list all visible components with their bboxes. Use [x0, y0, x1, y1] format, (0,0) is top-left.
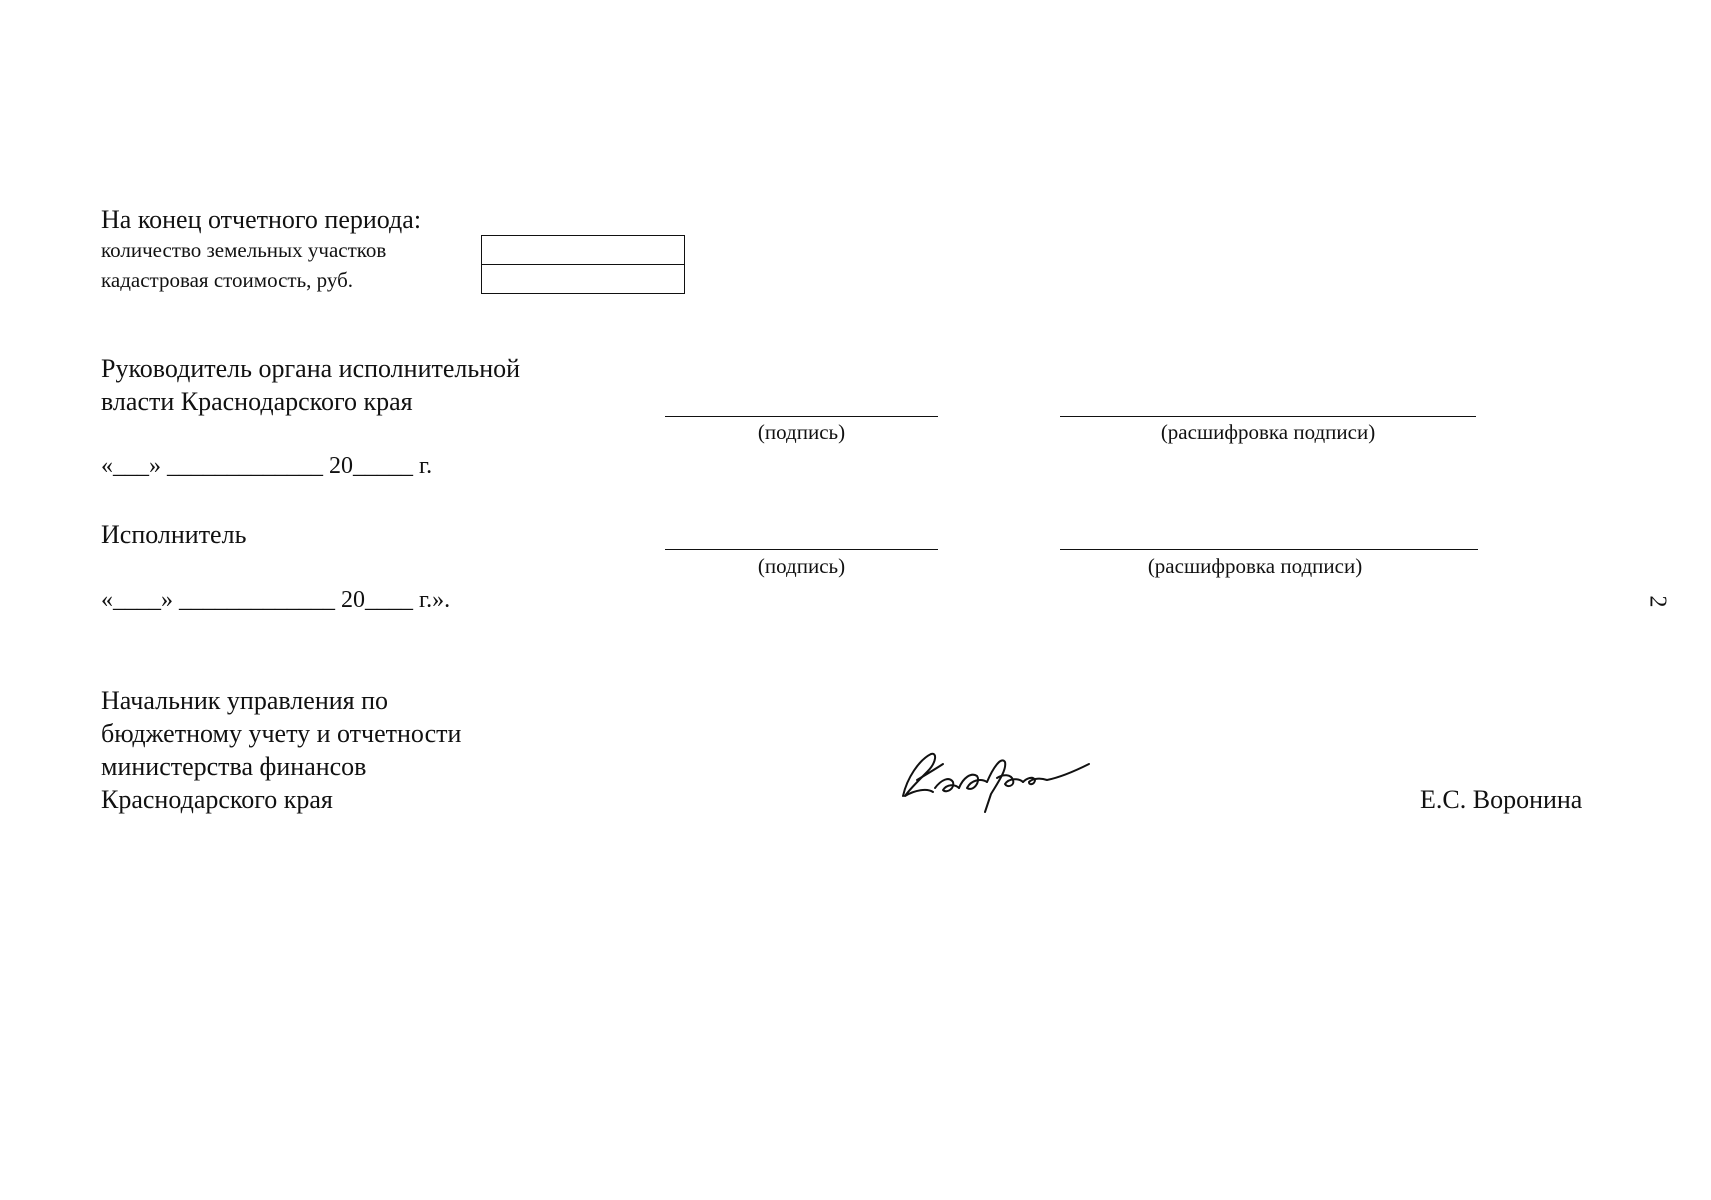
head-decoding-caption: (расшифровка подписи) [1160, 420, 1376, 444]
land-count-label: количество земельных участков [101, 238, 387, 262]
executor-signature-line [665, 549, 938, 550]
head-date-line: «___» _____________ 20_____ г. [101, 453, 433, 479]
land-count-cell [482, 236, 684, 265]
executor-date-line: «____» _____________ 20____ г.». [101, 587, 451, 613]
period-end-value-box [481, 235, 685, 294]
approver-title-line4: Краснодарского края [101, 785, 333, 814]
approver-title-line1: Начальник управления по [101, 686, 389, 715]
cadastral-value-cell [482, 265, 684, 294]
executor-signature-caption: (подпись) [757, 554, 846, 578]
cadastral-value-label: кадастровая стоимость, руб. [101, 268, 354, 292]
executor-title: Исполнитель [101, 520, 247, 549]
period-end-heading: На конец отчетного периода: [101, 205, 422, 234]
approver-title-line3: министерства финансов [101, 752, 367, 781]
approver-name: Е.С. Воронина [1420, 785, 1583, 814]
handwritten-signature [897, 738, 1093, 816]
head-signature-caption: (подпись) [757, 420, 846, 444]
head-signature-line [665, 416, 938, 417]
head-of-authority-title-line2: власти Краснодарского края [101, 387, 413, 416]
page-number: 2 [1644, 595, 1671, 608]
executor-decoding-line [1060, 549, 1478, 550]
approver-title-line2: бюджетному учету и отчетности [101, 719, 462, 748]
head-of-authority-title-line1: Руководитель органа исполнительной [101, 354, 521, 383]
head-decoding-line [1060, 416, 1476, 417]
executor-decoding-caption: (расшифровка подписи) [1147, 554, 1363, 578]
